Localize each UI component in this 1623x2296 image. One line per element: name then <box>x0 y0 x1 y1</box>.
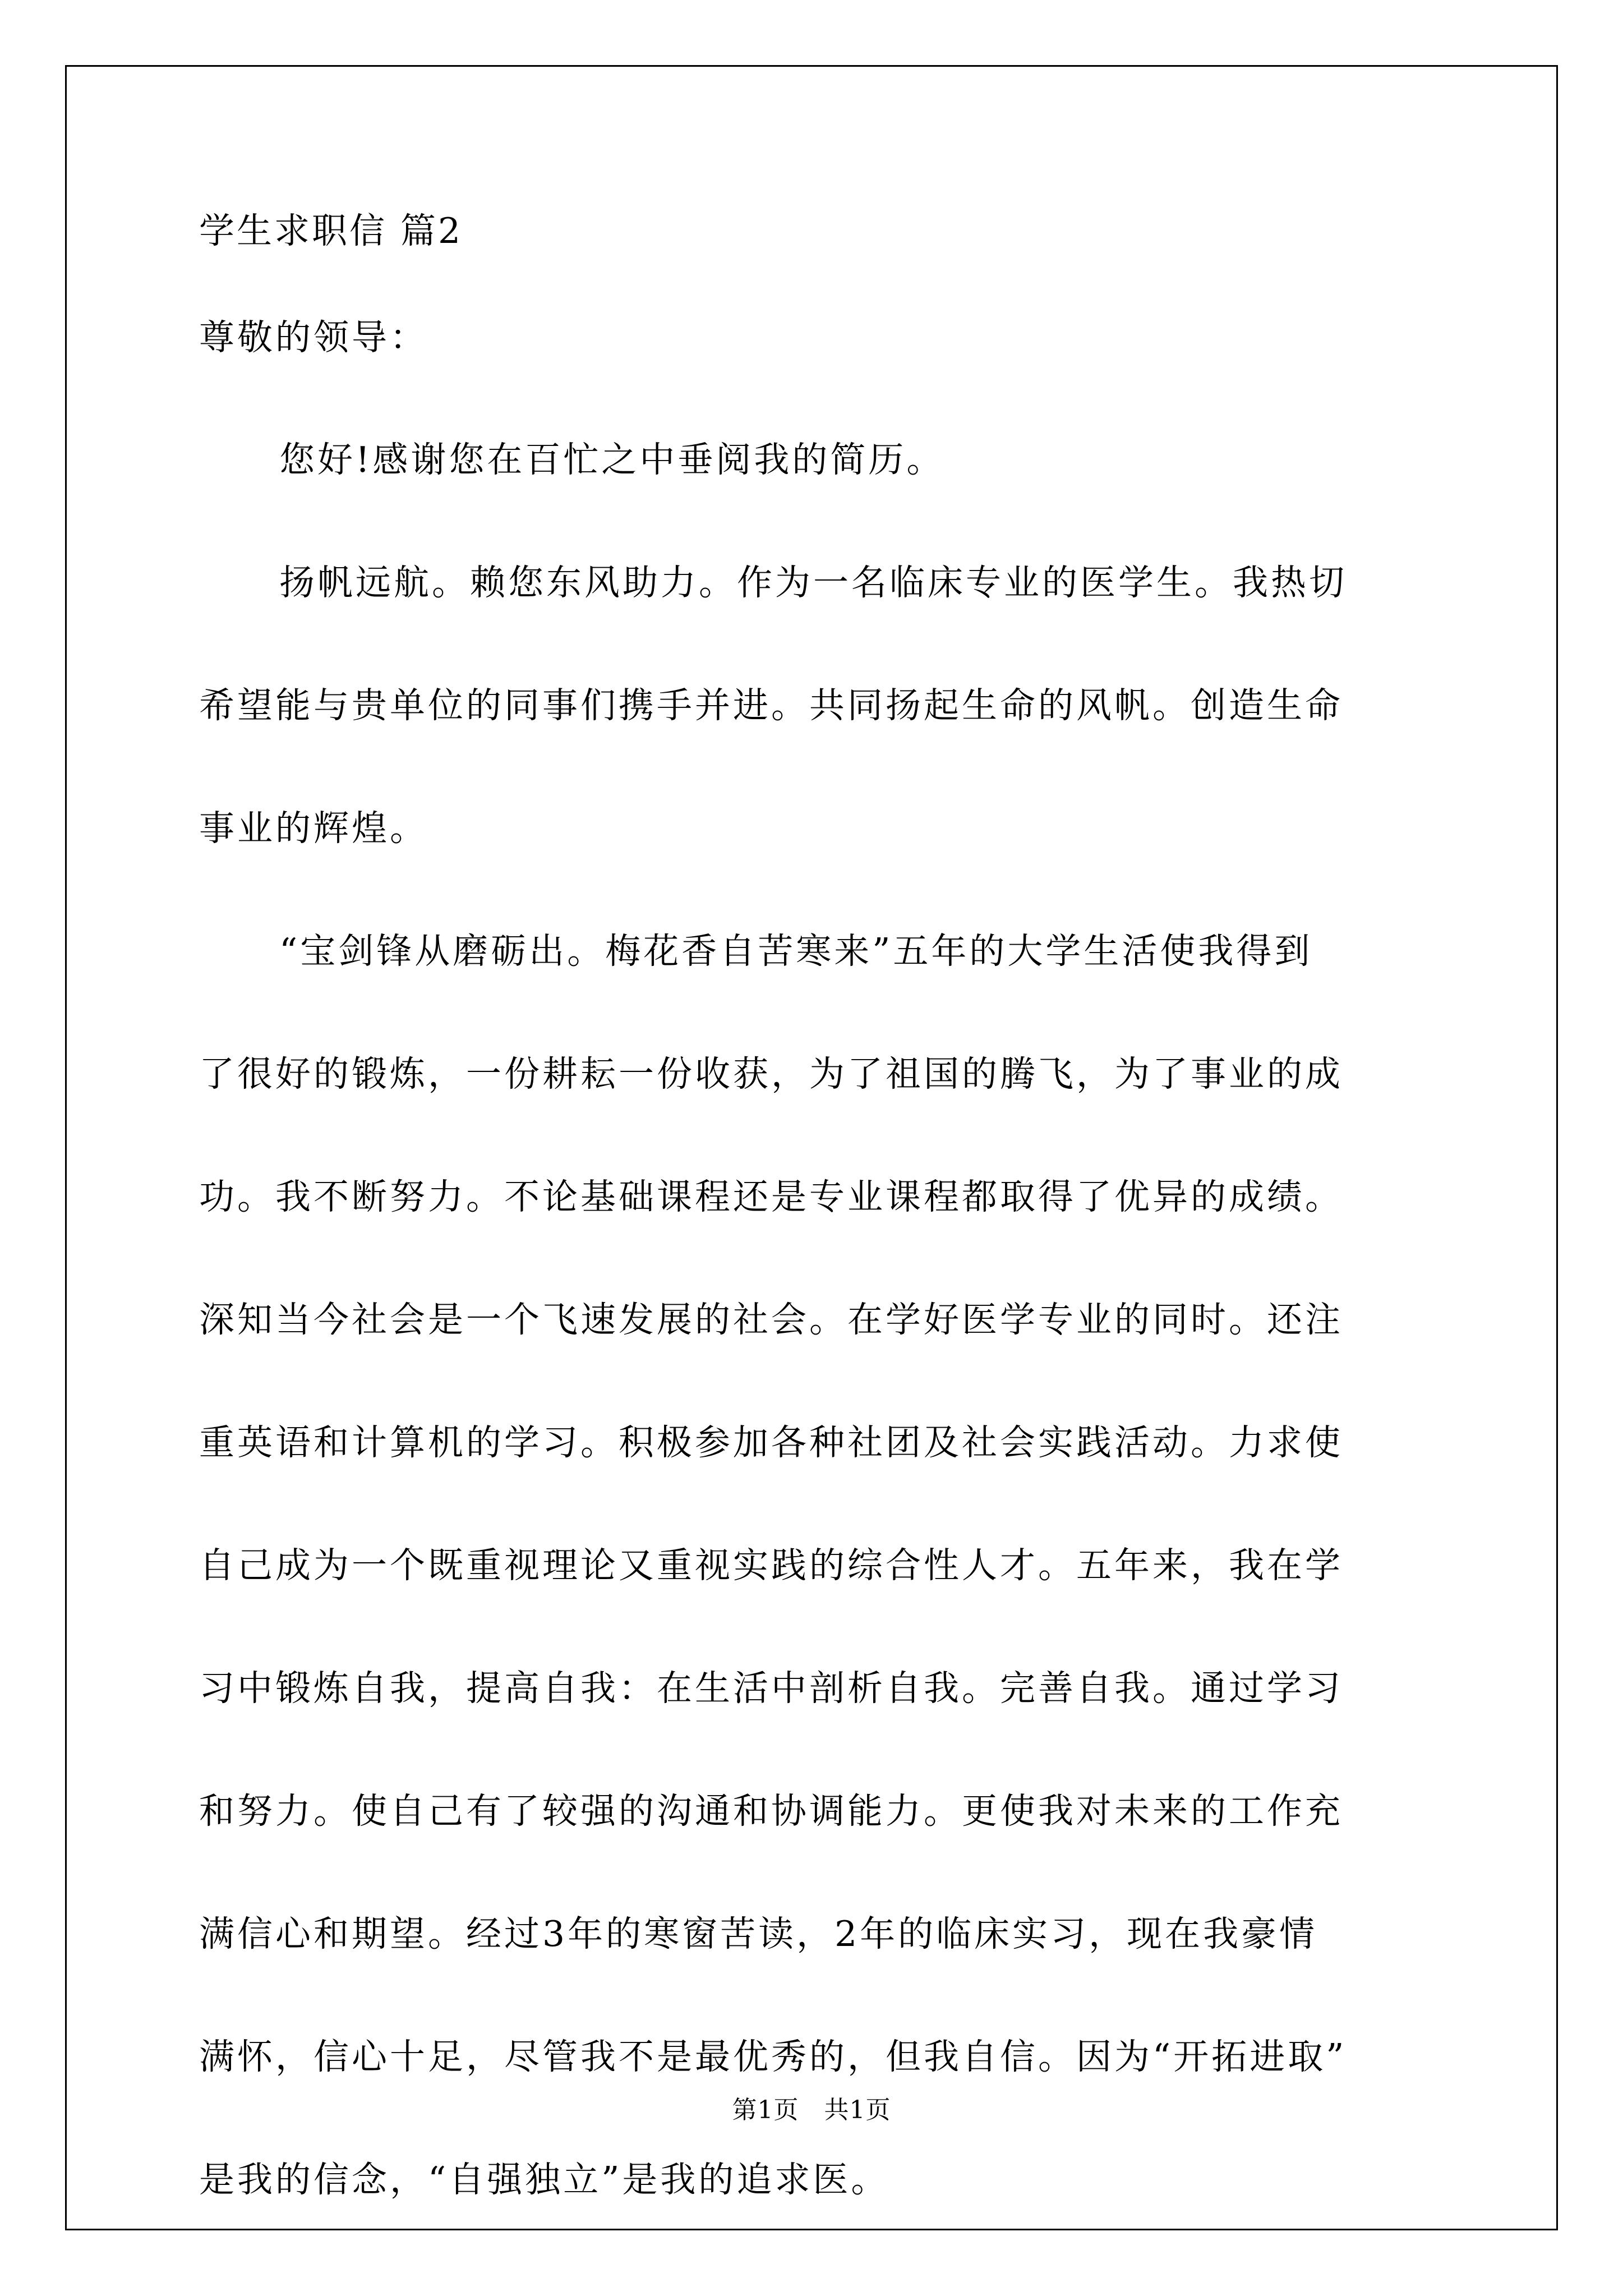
paragraph-line: 希望能与贵单位的同事们携手并进。共同扬起生命的风帆。创造生命 <box>199 685 1343 726</box>
paragraph-line: 和努力。使自己有了较强的沟通和协调能力。更使我对未来的工作充 <box>199 1791 1343 1832</box>
paragraph-line: 您好!感谢您在百忙之中垂阅我的简历。 <box>279 439 945 480</box>
page-footer: 第1页 共1页 <box>732 2096 891 2124</box>
paragraph-line: 习中锻炼自我，提高自我：在生活中剖析自我。完善自我。通过学习 <box>199 1668 1343 1709</box>
paragraph-line: 深知当今社会是一个飞速发展的社会。在学好医学专业的同时。还注 <box>199 1299 1343 1340</box>
letter-body <box>199 210 1433 2285</box>
paragraph-line: 自己成为一个既重视理论又重视实践的综合性人才。五年来，我在学 <box>199 1545 1343 1586</box>
paragraph-line: 扬帆远航。赖您东风助力。作为一名临床专业的医学生。我热切 <box>279 562 1347 603</box>
paragraph-line: 事业的辉煌。 <box>199 808 428 849</box>
paragraph-line: 重英语和计算机的学习。积极参加各种社团及社会实践活动。力求使 <box>199 1422 1343 1463</box>
paragraph-line: 了很好的锻炼，一份耕耘一份收获，为了祖国的腾飞，为了事业的成 <box>199 1053 1343 1094</box>
paragraph-line: 满信心和期望。经过3年的寒窗苦读，2年的临床实习，现在我豪情 <box>199 1913 1318 1954</box>
paragraph-line: “宝剑锋从磨砺出。梅花香自苦寒来”五年的大学生活使我得到 <box>279 931 1313 972</box>
paragraph-line: 功。我不断努力。不论基础课程还是专业课程都取得了优异的成绩。 <box>199 1176 1343 1217</box>
paragraph-line: 满怀，信心十足，尽管我不是最优秀的，但我自信。因为“开拓进取” <box>199 2036 1347 2077</box>
document-title: 学生求职信 篇2 <box>199 210 463 251</box>
paragraph-line: 是我的信念，“自强独立”是我的追求医。 <box>199 2159 889 2200</box>
greeting: 尊敬的领导： <box>199 317 428 358</box>
